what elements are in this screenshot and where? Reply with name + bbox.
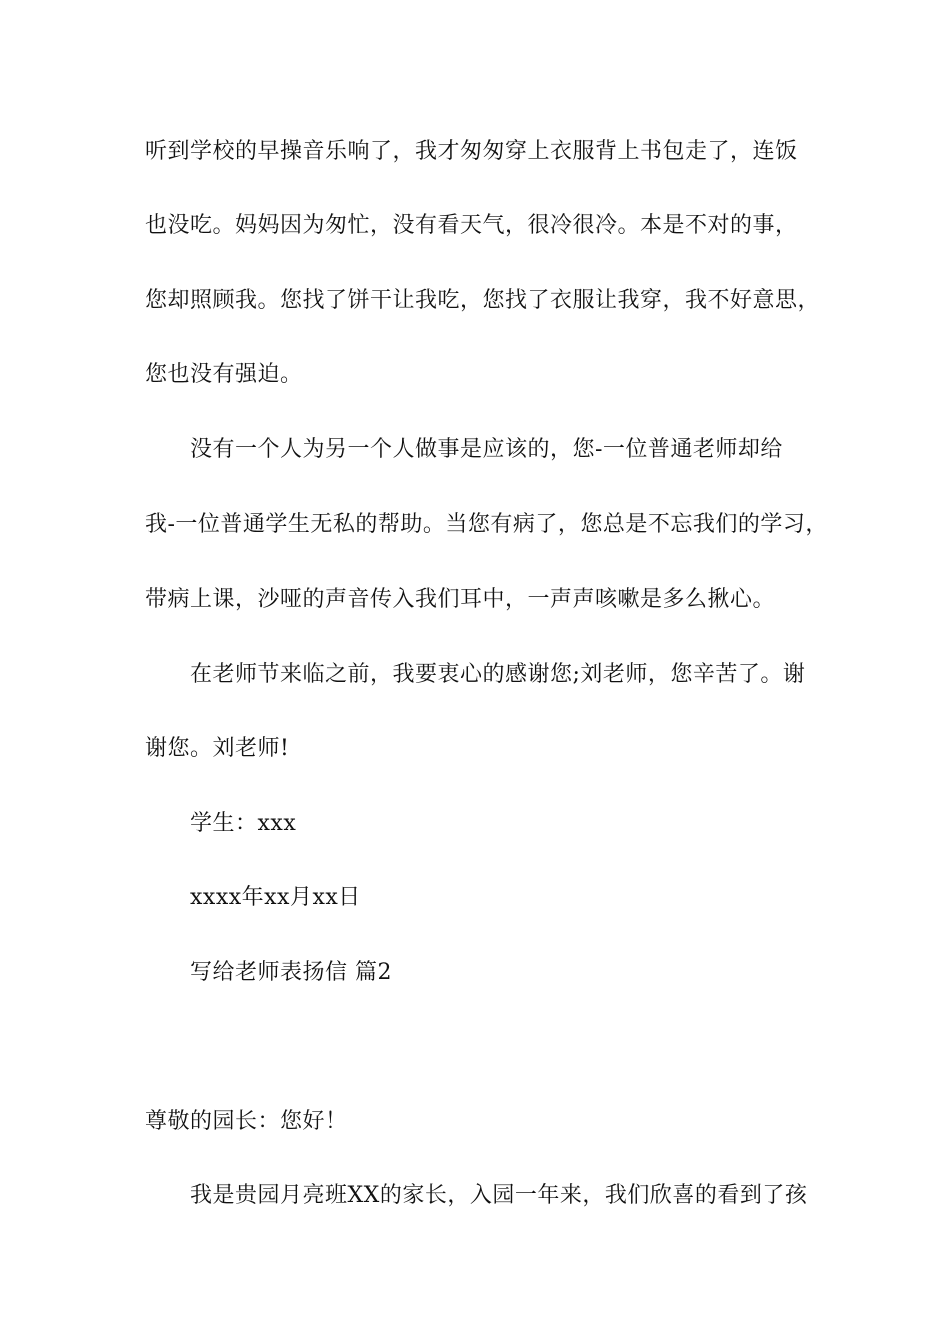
paragraph-line: 在老师节来临之前，我要衷心的感谢您;刘老师，您辛苦了。谢 [190, 662, 806, 687]
paragraph-line: 也没吃。妈妈因为匆忙，没有看天气，很冷很冷。本是不对的事， [145, 213, 798, 238]
paragraph-line: 我-一位普通学生无私的帮助。当您有病了，您总是不忘我们的学习， [145, 512, 828, 537]
letter-salutation: 尊敬的园长：您好！ [145, 1109, 348, 1134]
signature-date: xxxx年xx月xx日 [190, 885, 361, 910]
signature-student: 学生：xxx [190, 811, 297, 836]
paragraph-line: 我是贵园月亮班XX的家长，入园一年来，我们欣喜的看到了孩 [190, 1183, 808, 1208]
paragraph-line: 您也没有强迫。 [145, 362, 303, 387]
section-heading: 写给老师表扬信 篇2 [190, 960, 392, 985]
paragraph-line: 没有一个人为另一个人做事是应该的，您-一位普通老师却给 [190, 437, 783, 462]
paragraph-line: 您却照顾我。您找了饼干让我吃，您找了衣服让我穿，我不好意思， [145, 288, 821, 313]
paragraph-line: 带病上课，沙哑的声音传入我们耳中，一声声咳嗽是多么揪心。 [145, 587, 776, 612]
paragraph-line: 谢您。刘老师! [145, 736, 290, 761]
paragraph-line: 听到学校的早操音乐响了，我才匆匆穿上衣服背上书包走了，连饭 [145, 139, 798, 164]
